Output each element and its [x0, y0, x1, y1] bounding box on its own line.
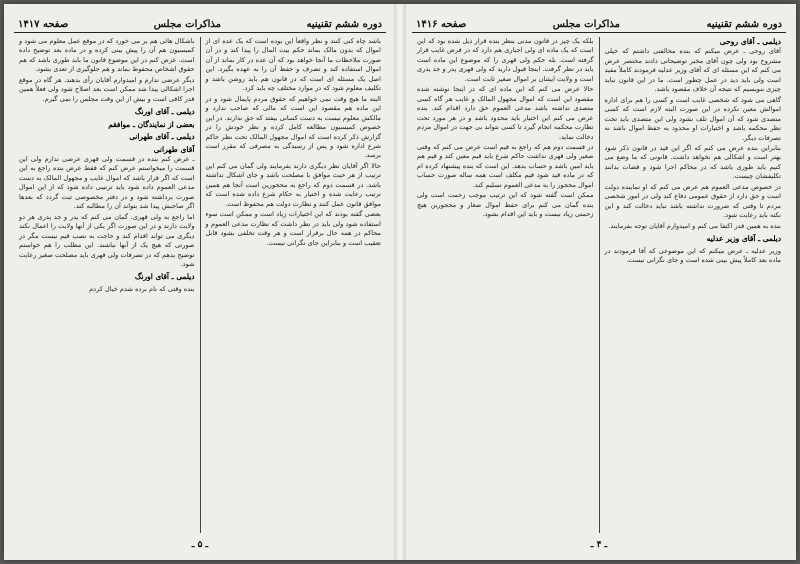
- paragraph: ممکن است گفته شود که این ترتیب موجب زحمت است ولی بنده گمان می کنم برای حفظ اموال صغار و محجورین هیچ زحمتی زیاد نیست و باید این اقدام بشود.: [417, 191, 594, 219]
- header-page-label: صفحه ۱۴۱۶: [416, 19, 467, 30]
- paragraph: باشد چاه کنی کنند و نظر واقعاً این بوده است که یک عده ای از اموال که بدون مالک بماند حکم بیت المال را پیدا کند و در آن صورت ملاحظات ما آنجا خواهد بود که آن عده در کار بماند از آن اموال استفاده کند و تصرف و حفظ آن را به عهده بگیرد. این اصل یک مسئله ای است که در قانون هم باید روشن باشد و تکلیف معلوم شود که در موارد مختلف چه باید کرد.: [205, 37, 381, 93]
- page-footer: [412, 538, 786, 552]
- paragraph: اما راجع به ولی قهری، گمان می کنم که پدر و جد پدری هر دو ولایت دارند و در این صورت اگر یکی از آنها ولایت را اعمال نکند دیگری می تواند اقدام کند و حاجت به نصب قیم نیست مگر در صورتی که هیچ یک از آنها نباشند. این مطلب را هم خواستم توضیح بدهم که در تصرفات ولی قهری باید مصلحت صغیر رعایت شود.: [19, 212, 195, 268]
- page-header: [14, 12, 386, 33]
- speaker-name: دیلمی ـ آقای روحی: [719, 37, 781, 46]
- stage-direction: دیلمی ـ آقای اورنگ: [134, 107, 195, 117]
- paragraph: بعضی گفته بودند که این اختیارات زیاد است و ممکن است سوء استفاده شود ولی باید در نظر داشت که نظارت مدعی العموم و محاکم در همه حال برقرار است و هر وقت تخلفی بشود قابل تعقیب است و بنابراین جای نگرانی نیست.: [205, 210, 381, 247]
- paragraph: حالا اگر آقایان نظر دیگری دارند بفرمایند ولی گمان می کنم این ترتیب از هر حیث موافق با مصلحت باشد و جای اشکال نداشته باشد. در قسمت دوم که راجع به محجورین است آنجا هم همین ترتیب رعایت شده و اختیار به حکام شرع داده شده است که موافق قانون عمل کنند و نظارت دولت هم محفوظ است.: [205, 161, 381, 208]
- header-page-label: صفحه ۱۴۱۷: [18, 19, 69, 30]
- column-left: [412, 37, 600, 533]
- text-columns: [14, 37, 386, 533]
- header-title: مذاکرات مجلس: [552, 19, 621, 30]
- header-session: دوره ششم تقنینیه: [706, 19, 782, 30]
- paragraph: بنده وقتی که نام برده شدم خیال کردم: [89, 284, 195, 293]
- text-columns: [412, 37, 786, 533]
- stage-direction: بعضی از نمایندگان ـ موافقم: [108, 119, 195, 129]
- header-session: دوره ششم تقنینیه: [306, 19, 382, 30]
- column-right: [600, 37, 787, 533]
- paragraph: گاهی می شود که شخصی غایب است و کسی را هم برای اداره اموالش معین نکرده در این صورت البته لازم است که کسی متصدی شود که آن اموال تلف نشود ولی این متصدی باید تحت نظر محکمه باشد و اختیارات او محدود به حفظ اموال باشد نه تصرفات دیگر.: [604, 95, 781, 142]
- paragraph: بنابراین بنده عرض می کنم که اگر این قید در قانون ذکر شود بهتر است و اشکالی هم نخواهد داشت. قانونی که ما وضع می کنیم باید طوری باشد که در محاکم اجرا شود و قضات بدانند تکلیفشان چیست.: [604, 143, 781, 181]
- paragraph: در خصوص مدعی العموم هم عرض می کنم که او نماینده دولت است و حق دارد از حقوق عمومی دفاع کند ولی در امور شخصی مردم تا وقتی که ضرورت نداشته باشد نباید دخالت کند و این نکته باید رعایت شود.: [604, 182, 781, 220]
- stage-direction: دیلمی ـ آقای اورنگ: [134, 272, 195, 282]
- document-spread: [4, 4, 796, 560]
- book-gutter: [394, 4, 406, 560]
- page-footer: [14, 538, 386, 552]
- stage-direction: دیلمی ـ آقای وزیر عدلیه: [706, 234, 781, 244]
- paragraph: دیگر عرضی ندارم و امیدوارم آقایان رأی بدهند. هر گاه در موقع اجرا اشکالی پیدا شد ممکن است بعد اصلاح شود ولی فعلاً همین قدر کافی است و بیش از این وقت مجلس را نمی گیرم.: [19, 75, 195, 103]
- paragraph: ـ عرض کنم بنده در قسمت ولی قهری عرضی ندارم ولی این قسمت را میخواستم عرض کنم که فقط عرض بنده راجع به این است که اگر قرار باشد که اموال غایب و مجهول المالک به دست مدعی العموم داده شود باید ترتیبی داده شود که از این اموال صورت برداشته شود و در دفتر مخصوصی ثبت گردد که بعدها اگر صاحبش پیدا شد بتواند آن را مطالبه کند.: [19, 154, 195, 211]
- page-number: ـ ۵ ـ: [191, 540, 209, 550]
- paragraph: باشکال هائی هم بر می خورد که در موقع عمل معلوم می شود و کمیسیون هم آن را پیش بینی کرده و در ماده بعد توضیح داده است. عرض کنم در این موضوع قانون ما باید طوری باشد که هم حقوق اشخاص محفوظ بماند و هم جلوگیری از تعدی بشود.: [19, 37, 195, 74]
- header-title: مذاکرات مجلس: [153, 19, 222, 30]
- column-left: [14, 37, 201, 533]
- speaker-name: آقای طهرانی: [153, 144, 195, 154]
- stage-direction: دیلمی ـ آقای طهرانی: [129, 132, 195, 142]
- page-header: [412, 12, 786, 33]
- paragraph: بنده به همین قدر اکتفا می کنم و امیدوارم آقایان توجه بفرمایند.: [608, 221, 781, 230]
- left-page: [14, 12, 386, 552]
- page-number: ـ ۴ ـ: [590, 540, 608, 550]
- right-page: [412, 12, 786, 552]
- paragraph: البته ما هیچ وقت نمی خواهیم که حقوق مردم پایمال شود و در این ماده هم مقصود این است که مالی که صاحب ندارد و مالکش معلوم نیست به دست کسانی بیفتد که حق ندارند. در این خصوص کمیسیون مطالعه کامل کرده و نظر خودش را در گزارش ذکر کرده است که اموال مجهول المالک تحت نظر حاکم شرع اداره شود و پس از رسیدگی به مصرفی که مقرر است برسد.: [205, 94, 381, 160]
- paragraph: وزیر عدلیه ـ عرض میکنم که این موضوعی که آقا فرمودند در ماده بعد کاملاً پیش بینی شده است و جای نگرانی نیست.: [604, 246, 781, 264]
- paragraph: آقای روحی ـ عرض میکنم که بنده مخالفتی داشتم که خیلی مشروح بود ولی چون آقای مخبر توضیحاتی دادند مختصر عرض می کنم که این مسئله ای که آقای وزیر عدلیه فرمودند کاملاً مفید است ولی باید دید در عمل چطور است. ما در این قانون نباید چیزی بنویسیم که نتیجه آن خلاف مقصود باشد.: [604, 47, 781, 94]
- paragraph: در قسمت دوم هم که راجع به قیم است عرض می کنم که وقتی صغیر ولی قهری نداشت حاکم شرع باید قیم معین کند و قیم هم باید امین باشد و حساب بدهد. این است که بنده پیشنهاد کرده ام که در ماده قید شود قیم مکلف است همه ساله صورت حساب اموال محجور را به مدعی العموم تسلیم کند.: [417, 142, 594, 189]
- paragraph: بلکه یک چیز در قانون مدنی بنظر بنده قرار ذیل شده بود که این است که یک ماده ای ولی اجباری هم دارد که در فرض غایب قرار گرفته است. بله حکم ولی قهری را که موضوع این ماده است باید در نظر گرفت. اینجا قبول دارید که ولی قهری پدر و جد پدری است و ولایت ایشان بر اموال صغیر ثابت است.: [417, 37, 594, 83]
- paragraph: حالا عرض می کنم که این ماده ای که در اینجا نوشته شده مقصود این است که اموال مجهول المالک و غایب هر گاه کسی متصدی نداشته باشد مدعی العموم حق دارد اقدام کند. بنده عرض می کنم این اختیار باید محدود باشد و در هر مورد تحت نظارت محکمه انجام گیرد تا کسی نتواند بی جهت در اموال مردم دخالت نماید.: [417, 85, 594, 141]
- column-right: [201, 37, 387, 533]
